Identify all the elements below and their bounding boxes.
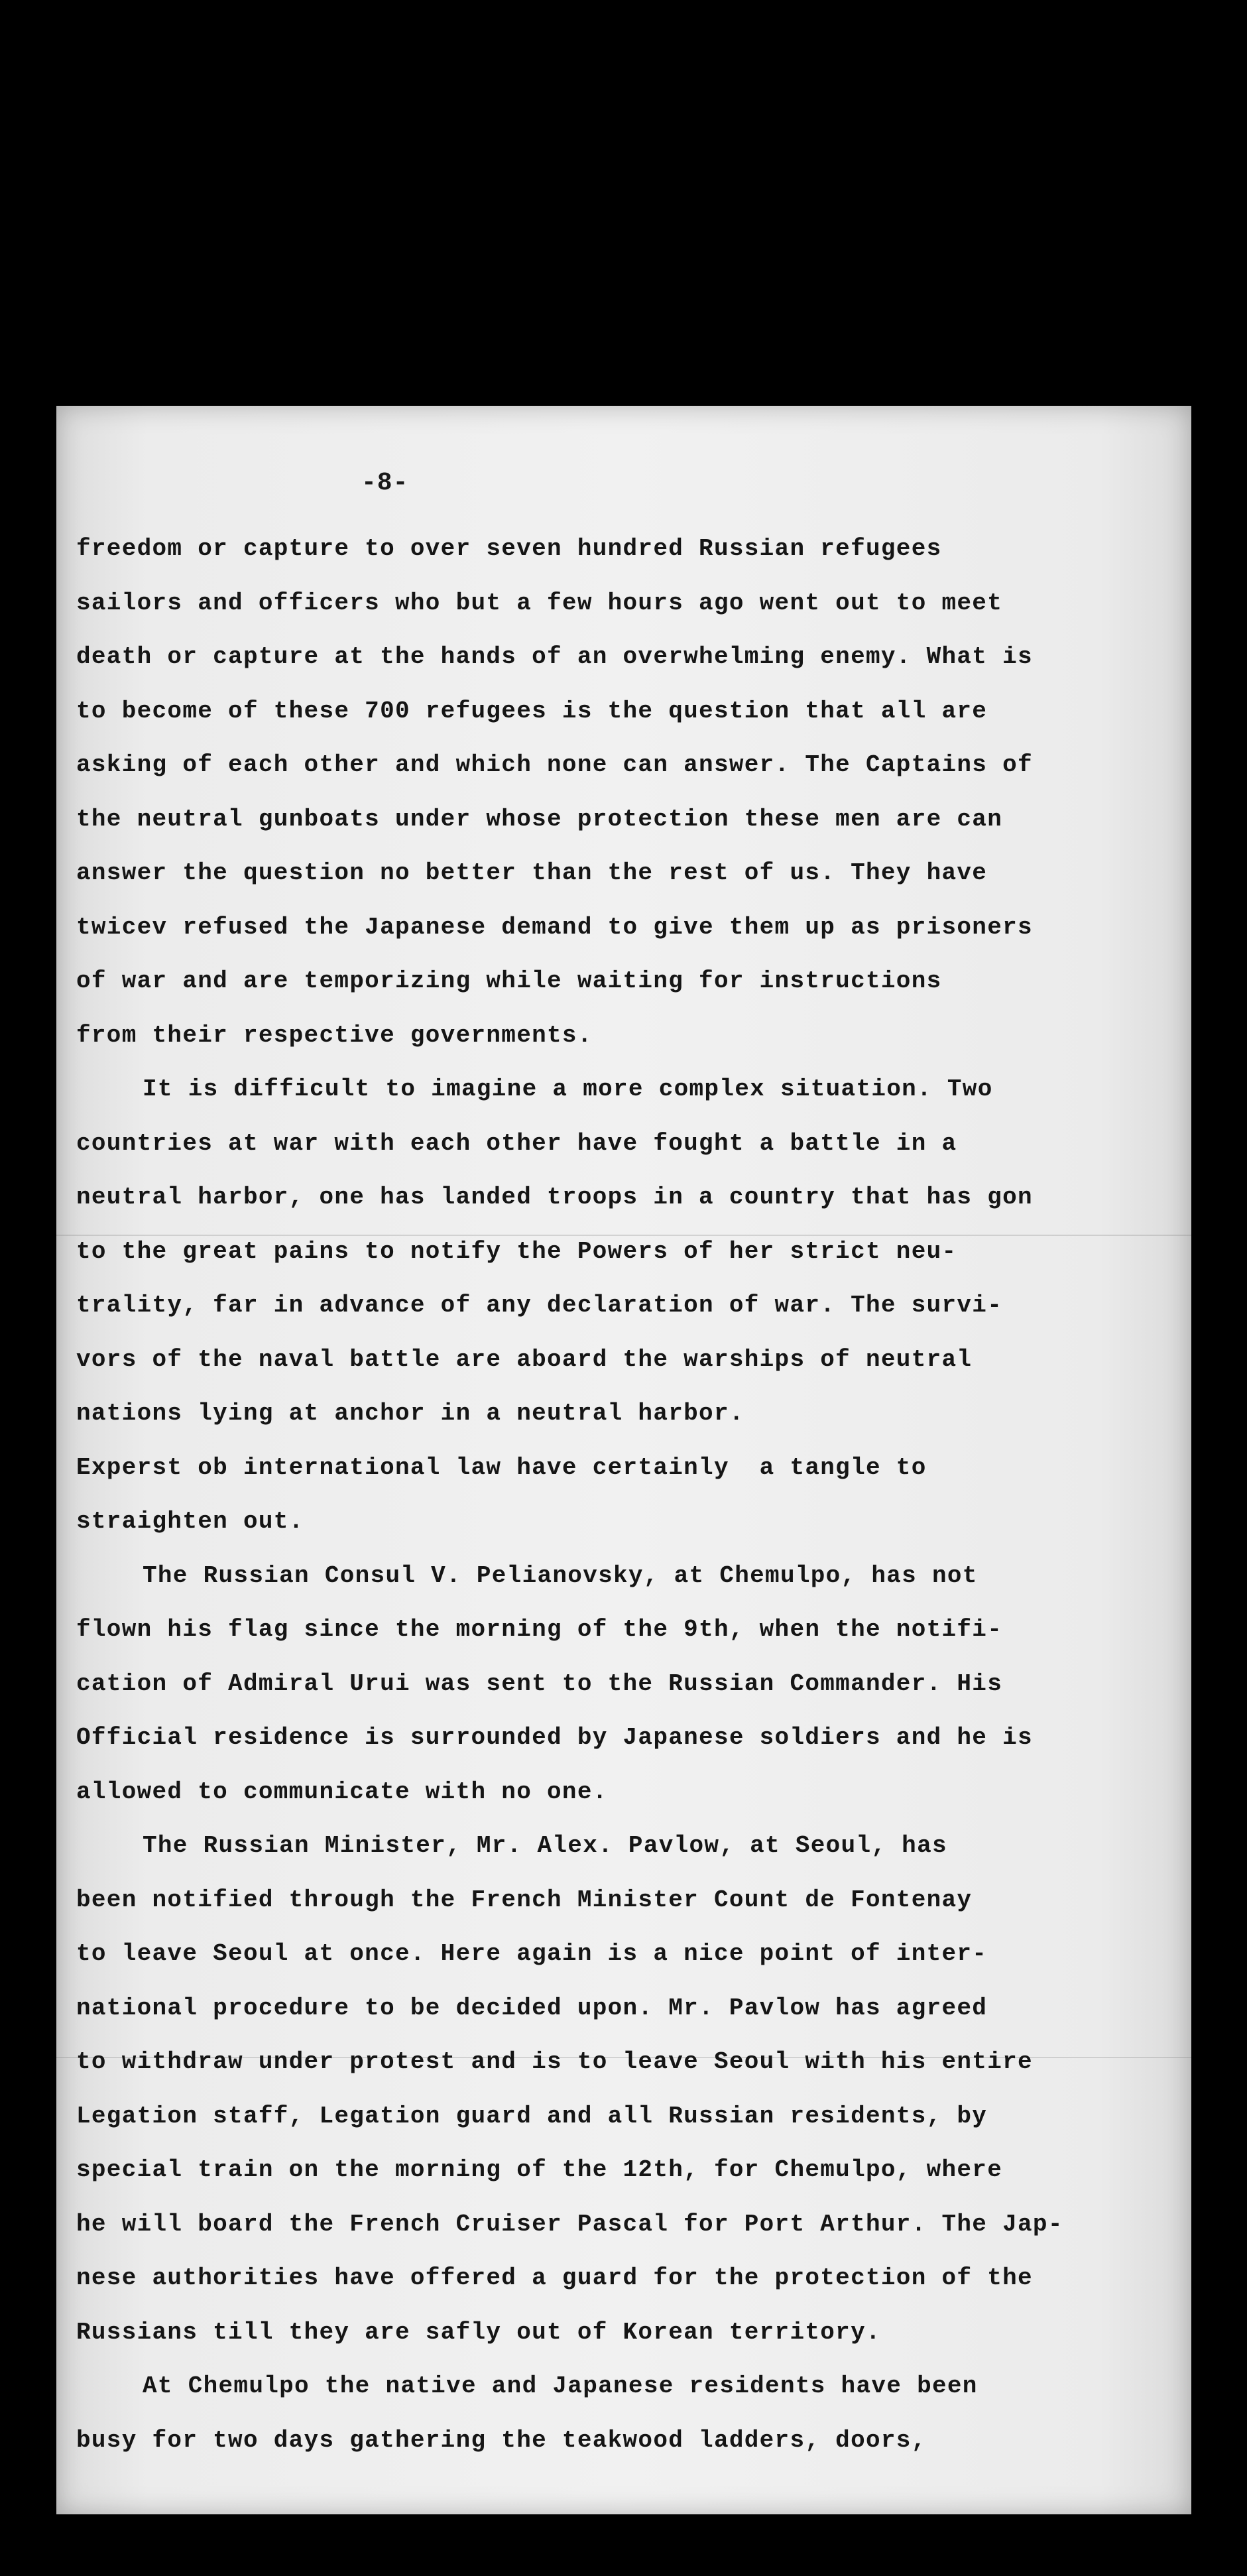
text-line: to leave Seoul at once. Here again is a nice point of inter-	[76, 1940, 988, 1967]
text-line: from their respective governments.	[76, 1021, 593, 1049]
text-line: special train on the morning of the 12th, for Chemulpo, where	[76, 2156, 1003, 2183]
text-line: straighten out.	[76, 1508, 304, 1535]
text-line: to withdraw under protest and is to leave Seoul with his entire	[76, 2048, 1033, 2075]
text-line: of war and are temporizing while waiting for instructions	[76, 967, 942, 995]
text-line: neutral harbor, one has landed troops in a country that has gon	[76, 1184, 1033, 1211]
text-line: At Chemulpo the native and Japanese residents have been	[143, 2372, 978, 2400]
text-line: the neutral gunboats under whose protection these men are can	[76, 805, 1003, 833]
document-body	[76, 522, 1177, 2467]
text-line: allowed to communicate with no one.	[76, 1778, 608, 1806]
text-line: death or capture at the hands of an overwhelming enemy. What is	[76, 643, 1033, 670]
text-line: to become of these 700 refugees is the question that all are	[76, 697, 988, 725]
document-page	[56, 406, 1191, 2514]
text-line: Experst ob international law have certainly a tangle to	[76, 1453, 927, 1481]
text-line: answer the question no better than the rest of us. They have	[76, 859, 988, 887]
text-line: It is difficult to imagine a more complex situation. Two	[143, 1075, 993, 1103]
text-line: Legation staff, Legation guard and all Russian residents, by	[76, 2102, 988, 2130]
text-line: cation of Admiral Urui was sent to the Russian Commander. His	[76, 1670, 1003, 1697]
text-line: he will board the French Cruiser Pascal for Port Arthur. The Jap-	[76, 2210, 1063, 2238]
text-line: freedom or capture to over seven hundred Russian refugees	[76, 535, 942, 562]
text-line: sailors and officers who but a few hours ago went out to meet	[76, 589, 1003, 617]
text-line: flown his flag since the morning of the 9th, when the notifi-	[76, 1616, 1003, 1643]
text-line: countries at war with each other have fought a battle in a	[76, 1129, 957, 1157]
text-line: nese authorities have offered a guard for the protection of the	[76, 2264, 1033, 2292]
text-line: twicev refused the Japanese demand to give them up as prisoners	[76, 913, 1033, 941]
text-line: The Russian Minister, Mr. Alex. Pavlow, at Seoul, has	[143, 1832, 947, 1859]
text-line: vors of the naval battle are aboard the warships of neutral	[76, 1345, 973, 1373]
text-line: Official residence is surrounded by Japanese soldiers and he is	[76, 1724, 1033, 1751]
text-line: to the great pains to notify the Powers of her strict neu-	[76, 1237, 957, 1265]
text-line: trality, far in advance of any declaration of war. The survi-	[76, 1292, 1003, 1319]
text-line: busy for two days gathering the teakwood ladders, doors,	[76, 2426, 927, 2454]
text-line: asking of each other and which none can answer. The Captains of	[76, 751, 1033, 778]
text-line: national procedure to be decided upon. Mr. Pavlow has agreed	[76, 1994, 988, 2022]
text-line: nations lying at anchor in a neutral harbor.	[76, 1400, 744, 1427]
text-line: The Russian Consul V. Pelianovsky, at Chemulpo, has not	[143, 1562, 978, 1589]
text-line: Russians till they are safly out of Korean territory.	[76, 2318, 881, 2346]
page-number: -8-	[361, 469, 409, 497]
text-line: been notified through the French Minister Count de Fontenay	[76, 1886, 973, 1914]
